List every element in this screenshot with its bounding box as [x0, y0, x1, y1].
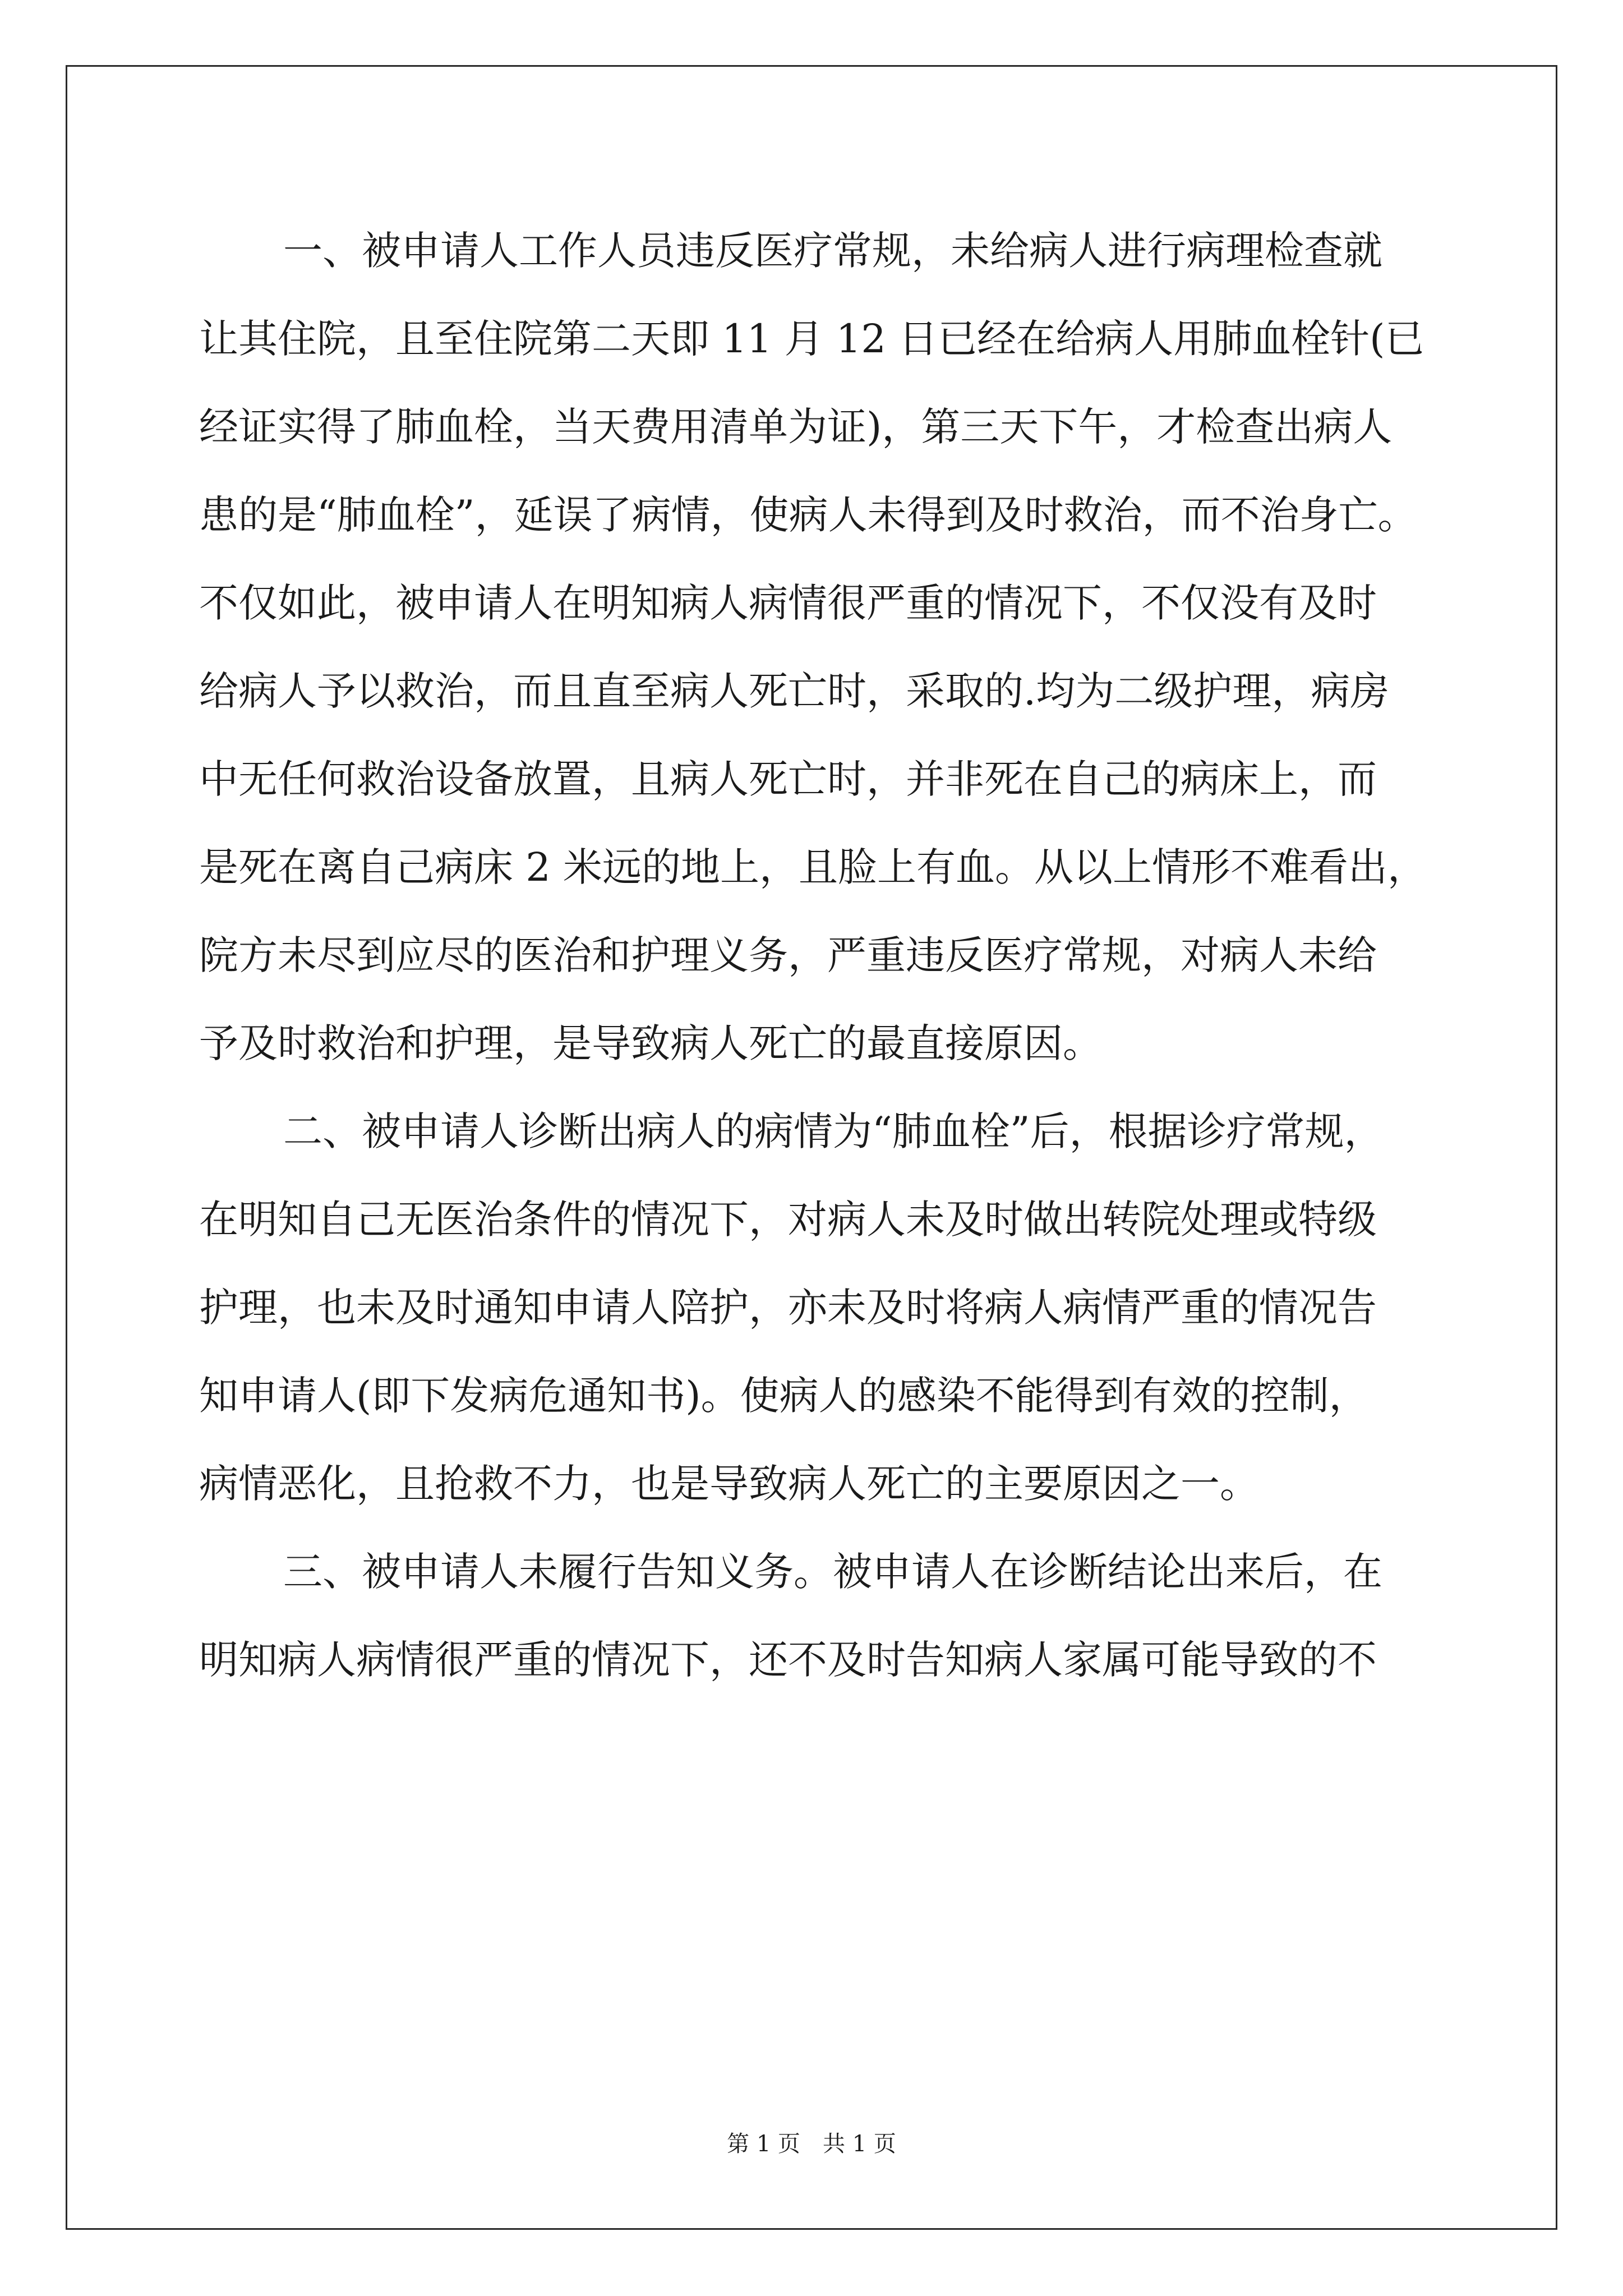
page-number-current: 第 1 页	[727, 2131, 800, 2157]
paragraph-3-line-1: 三、被申请人未履行告知义务。被申请人在诊断结论出来后，在	[283, 1549, 1382, 1595]
paragraph-1-line-4: 患的是“肺血栓”，延误了病情，使病人未得到及时救治，而不治身亡。	[199, 492, 1417, 538]
paragraph-2-line-1: 二、被申请人诊断出病人的病情为“肺血栓”后，根据诊疗常规，	[283, 1108, 1384, 1154]
page-number-total: 共 1 页	[823, 2131, 896, 2157]
paragraph-1-line-3: 经证实得了肺血栓，当天费用清单为证)，第三天下午，才检查出病人	[199, 404, 1393, 450]
paragraph-1-line-5: 不仅如此，被申请人在明知病人病情很严重的情况下，不仅没有及时	[199, 580, 1377, 626]
paragraph-1-line-7: 中无任何救治设备放置，且病人死亡时，并非死在自己的病床上，而	[199, 756, 1377, 802]
paragraph-1-line-1: 一、被申请人工作人员违反医疗常规，未给病人进行病理检查就	[283, 228, 1382, 274]
paragraph-1-line-2: 让其住院，且至住院第二天即 11 月 12 日已经在给病人用肺血栓针(已	[199, 316, 1424, 362]
paragraph-1-line-6: 给病人予以救治，而且直至病人死亡时，采取的.均为二级护理，病房	[199, 668, 1390, 714]
paragraph-1-line-8: 是死在离自己病床 2 米远的地上，且脸上有血。从以上情形不难看出，	[199, 844, 1427, 890]
paragraph-3-line-2: 明知病人病情很严重的情况下，还不及时告知病人家属可能导致的不	[199, 1637, 1377, 1683]
paragraph-2-line-2: 在明知自己无医治条件的情况下，对病人未及时做出转院处理或特级	[199, 1197, 1377, 1243]
paragraph-1-line-9: 院方未尽到应尽的医治和护理义务，严重违反医疗常规，对病人未给	[199, 932, 1377, 978]
paragraph-1-line-10: 予及时救治和护理，是导致病人死亡的最直接原因。	[199, 1020, 1102, 1066]
paragraph-2-line-4: 知申请人(即下发病危通知书)。使病人的感染不能得到有效的控制，	[199, 1373, 1368, 1419]
paragraph-2-line-3: 护理，也未及时通知申请人陪护，亦未及时将病人病情严重的情况告	[199, 1285, 1377, 1331]
page-footer	[0, 2133, 1623, 2155]
paragraph-2-line-5: 病情恶化，且抢救不力，也是导致病人死亡的主要原因之一。	[199, 1461, 1259, 1507]
